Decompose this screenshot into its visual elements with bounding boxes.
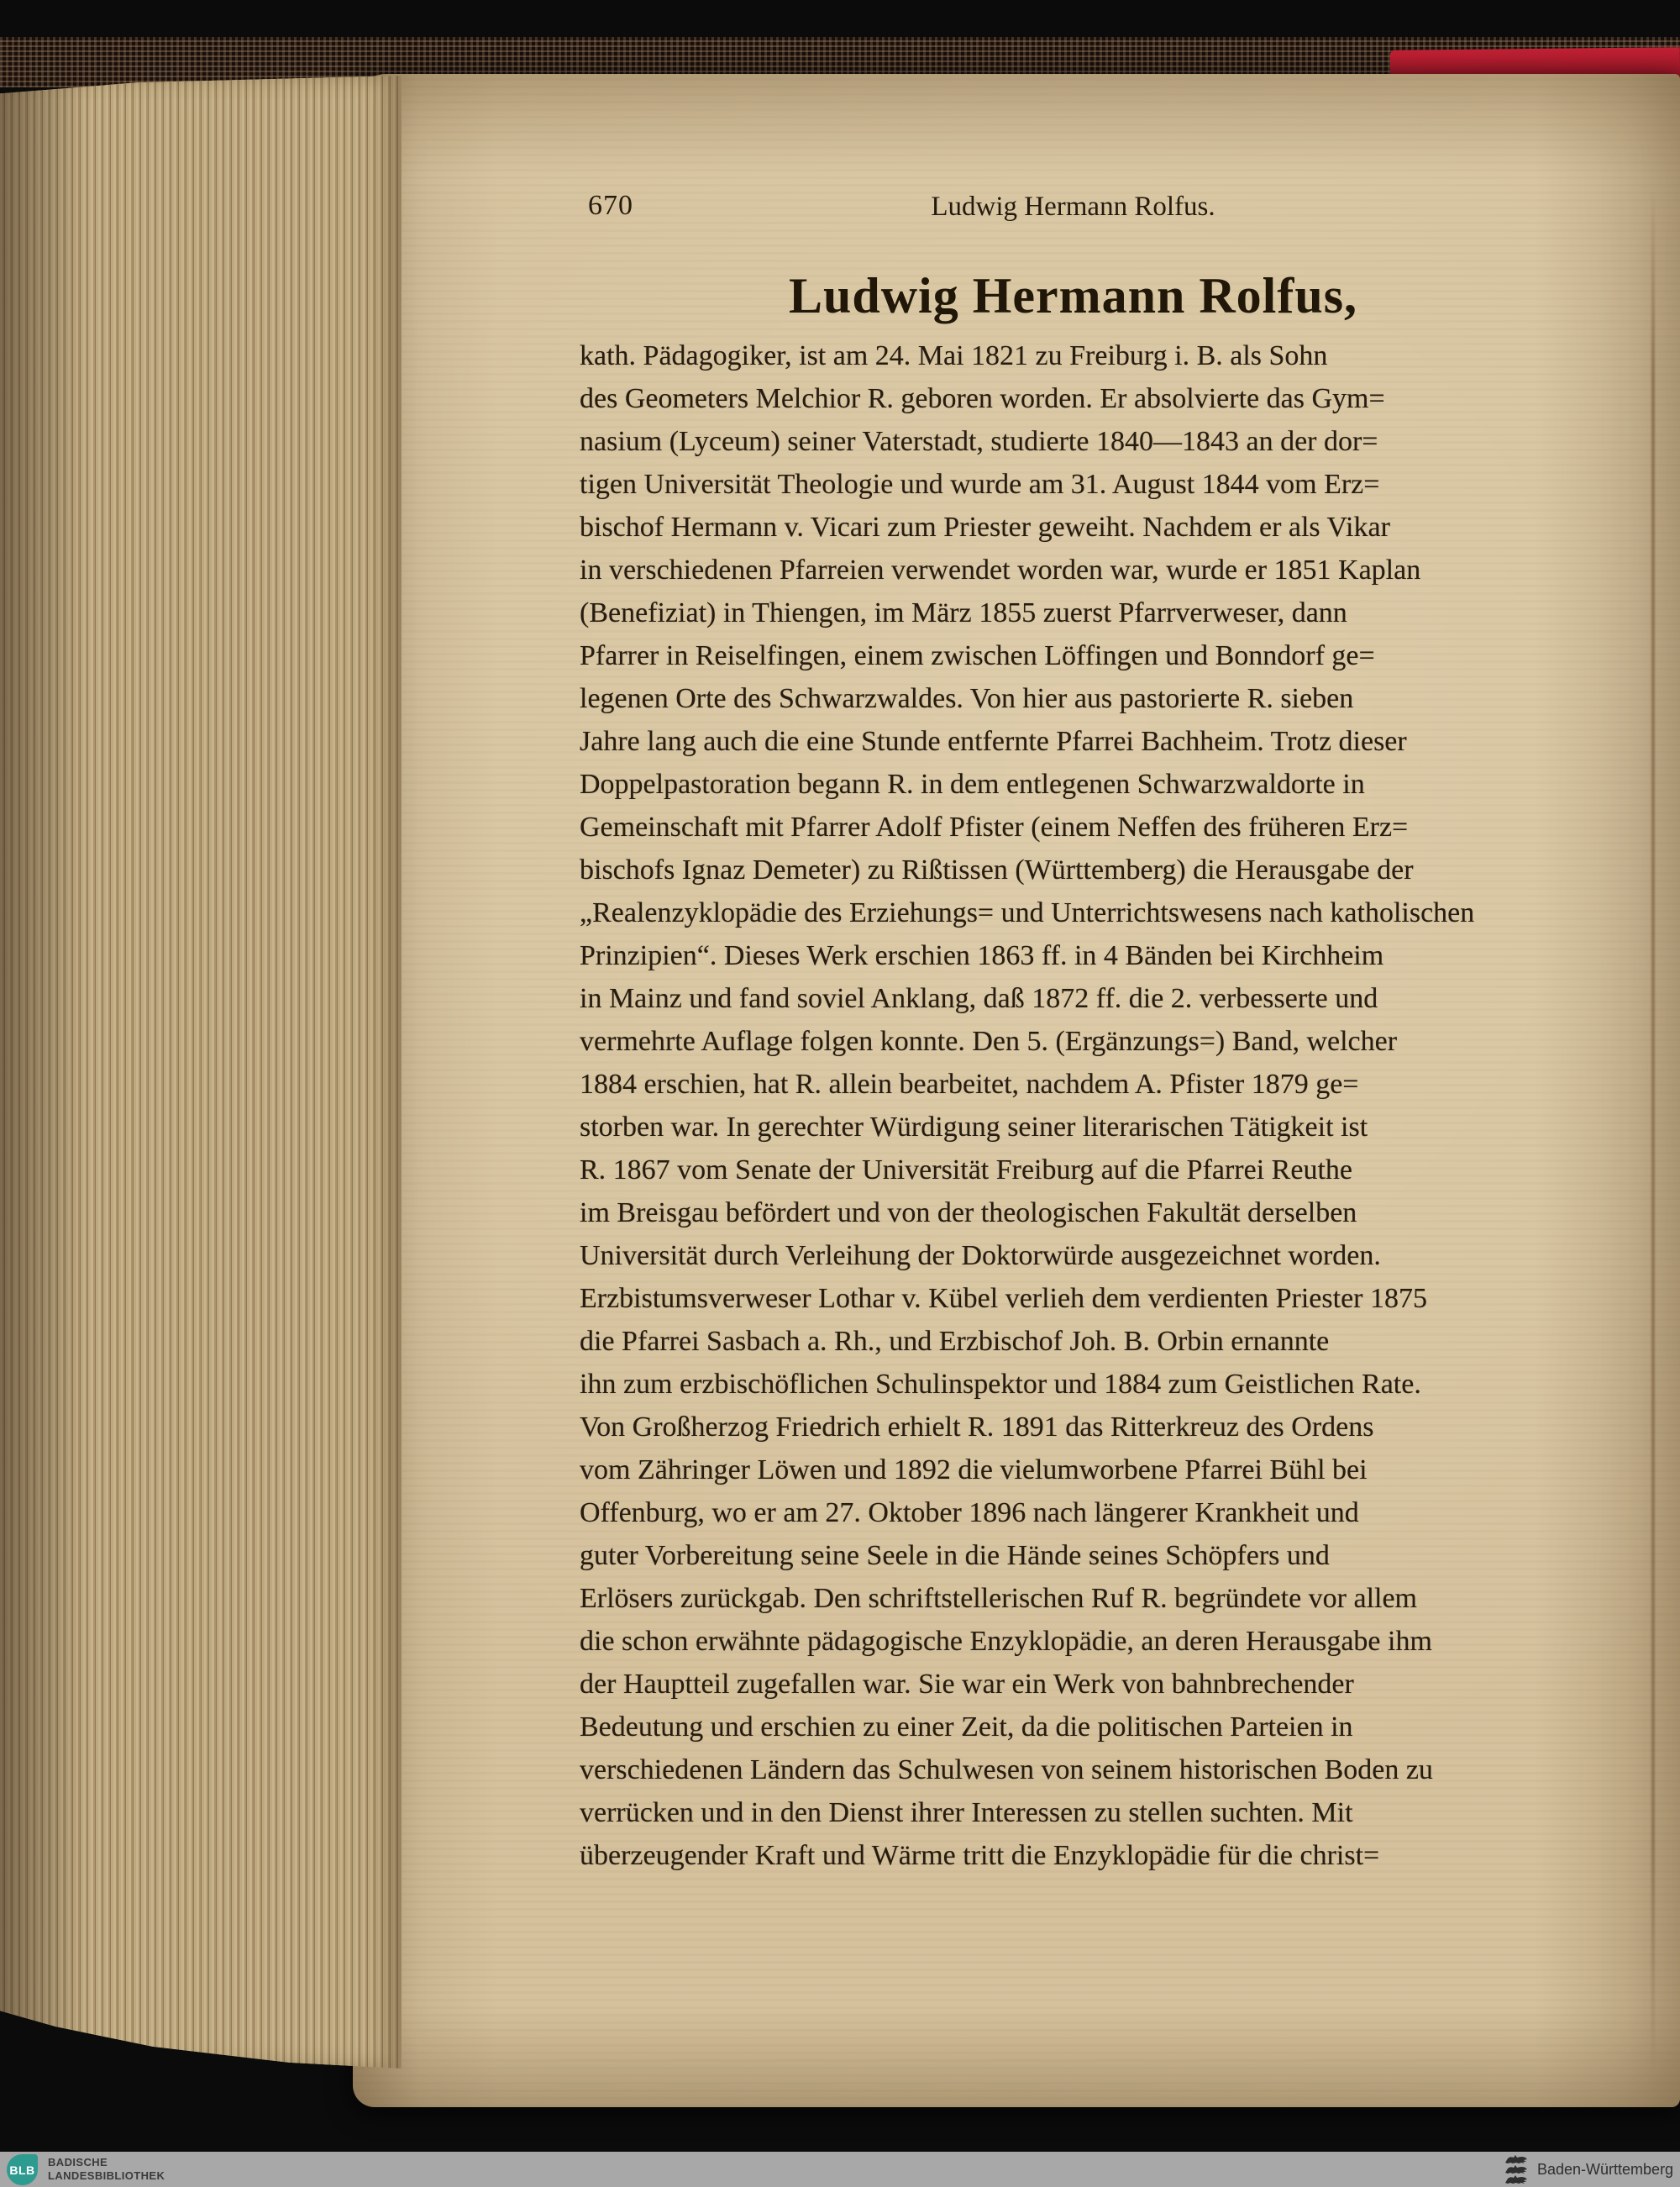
book-fore-edge-pages <box>0 76 402 2069</box>
body-text-line: bischof Hermann v. Vicari zum Priester geweiht. Nachdem er als Vikar <box>580 512 1390 543</box>
body-text-line: ihn zum erzbischöflichen Schulinspektor und 1884 zum Geistlichen Rate. <box>580 1369 1421 1400</box>
body-text-line: legenen Orte des Schwarzwaldes. Von hier aus pastorierte R. sieben <box>580 683 1354 714</box>
body-text-line: Doppelpastoration begann R. in dem entlegenen Schwarzwaldorte in <box>580 769 1365 800</box>
page-number: 670 <box>588 190 633 221</box>
library-name-line2: LANDESBIBLIOTHEK <box>48 2169 165 2182</box>
body-text-line: Gemeinschaft mit Pfarrer Adolf Pfister (einem Neffen des früheren Erz= <box>580 812 1409 843</box>
body-text-line: in verschiedenen Pfarreien verwendet worden war, wurde er 1851 Kaplan <box>580 555 1421 586</box>
body-text-line: Erlösers zurückgab. Den schriftstellerischen Ruf R. begründete vor allem <box>580 1583 1418 1614</box>
body-text-line: Universität durch Verleihung der Doktorwürde ausgezeichnet worden. <box>580 1240 1381 1271</box>
body-text-line: storben war. In gerechter Würdigung seiner literarischen Tätigkeit ist <box>580 1112 1368 1143</box>
body-text-line: Offenburg, wo er am 27. Oktober 1896 nach längerer Krankheit und <box>580 1497 1359 1528</box>
body-text-line: guter Vorbereitung seine Seele in die Hände seines Schöpfers und <box>580 1540 1330 1571</box>
article-title: Ludwig Hermann Rolfus, <box>788 268 1358 323</box>
footer-bar <box>0 2152 1680 2187</box>
blb-logo-text: BLB <box>9 2163 35 2177</box>
body-text-line: 1884 erschien, hat R. allein bearbeitet, nachdem A. Pfister 1879 ge= <box>580 1069 1359 1100</box>
state-branding <box>1502 2154 1673 2184</box>
body-text-line: Jahre lang auch die eine Stunde entfernte Pfarrei Bachheim. Trotz dieser <box>580 726 1407 757</box>
body-text-line: der Hauptteil zugefallen war. Sie war ein Werk von bahnbrechender <box>580 1669 1354 1700</box>
gutter-crease <box>1651 192 1655 2074</box>
blb-logo-icon <box>7 2154 38 2185</box>
body-text-line: kath. Pädagogiker, ist am 24. Mai 1821 zu Freiburg i. B. als Sohn <box>580 340 1328 371</box>
body-text-line: des Geometers Melchior R. geboren worden. Er absolvierte das Gym= <box>580 383 1385 414</box>
body-text-line: Pfarrer in Reiselfingen, einem zwischen Löffingen und Bonndorf ge= <box>580 640 1375 671</box>
body-text-line: vermehrte Auflage folgen konnte. Den 5. (Ergänzungs=) Band, welcher <box>580 1026 1398 1057</box>
body-text <box>580 334 1571 1877</box>
body-text-line: die schon erwähnte pädagogische Enzyklopädie, an deren Herausgabe ihm <box>580 1626 1432 1657</box>
library-name-line1: BADISCHE <box>48 2156 108 2169</box>
body-text-line: überzeugender Kraft und Wärme tritt die Enzyklopädie für die christ= <box>580 1840 1380 1871</box>
body-text-line: tigen Universität Theologie und wurde am 31. August 1844 vom Erz= <box>580 469 1380 500</box>
body-text-line: Prinzipien“. Dieses Werk erschien 1863 ff. in 4 Bänden bei Kirchheim <box>580 940 1384 971</box>
body-text-line: (Benefiziat) in Thiengen, im März 1855 zuerst Pfarrverweser, dann <box>580 597 1347 628</box>
bw-coat-of-arms-icon <box>1502 2154 1529 2184</box>
running-header: Ludwig Hermann Rolfus. <box>931 192 1215 222</box>
body-text-line: Von Großherzog Friedrich erhielt R. 1891 das Ritterkreuz des Ordens <box>580 1412 1374 1443</box>
library-name <box>48 2156 165 2183</box>
body-text-line: „Realenzyklopädie des Erziehungs= und Unterrichtswesens nach katholischen <box>580 897 1475 928</box>
body-text-line: bischofs Ignaz Demeter) zu Rißtissen (Württemberg) die Herausgabe der <box>580 854 1414 886</box>
body-text-line: R. 1867 vom Senate der Universität Freiburg auf die Pfarrei Reuthe <box>580 1154 1352 1186</box>
body-text-line: vom Zähringer Löwen und 1892 die vielumworbene Pfarrei Bühl bei <box>580 1454 1368 1485</box>
body-text-line: in Mainz und fand soviel Anklang, daß 1872 ff. die 2. verbesserte und <box>580 983 1378 1014</box>
body-text-line: nasium (Lyceum) seiner Vaterstadt, studierte 1840—1843 an der dor= <box>580 426 1378 457</box>
bw-state-label: Baden-Württemberg <box>1537 2160 1674 2178</box>
body-text-line: die Pfarrei Sasbach a. Rh., und Erzbischof Joh. B. Orbin ernannte <box>580 1326 1330 1357</box>
body-text-line: verrücken und in den Dienst ihrer Interessen zu stellen suchten. Mit <box>580 1797 1353 1828</box>
body-text-line: Bedeutung und erschien zu einer Zeit, da die politischen Parteien in <box>580 1711 1353 1743</box>
body-text-line: Erzbistumsverweser Lothar v. Kübel verlieh dem verdienten Priester 1875 <box>580 1283 1427 1314</box>
body-text-line: verschiedenen Ländern das Schulwesen von seinem historischen Boden zu <box>580 1754 1433 1785</box>
body-text-line: im Breisgau befördert und von der theologischen Fakultät derselben <box>580 1197 1357 1228</box>
